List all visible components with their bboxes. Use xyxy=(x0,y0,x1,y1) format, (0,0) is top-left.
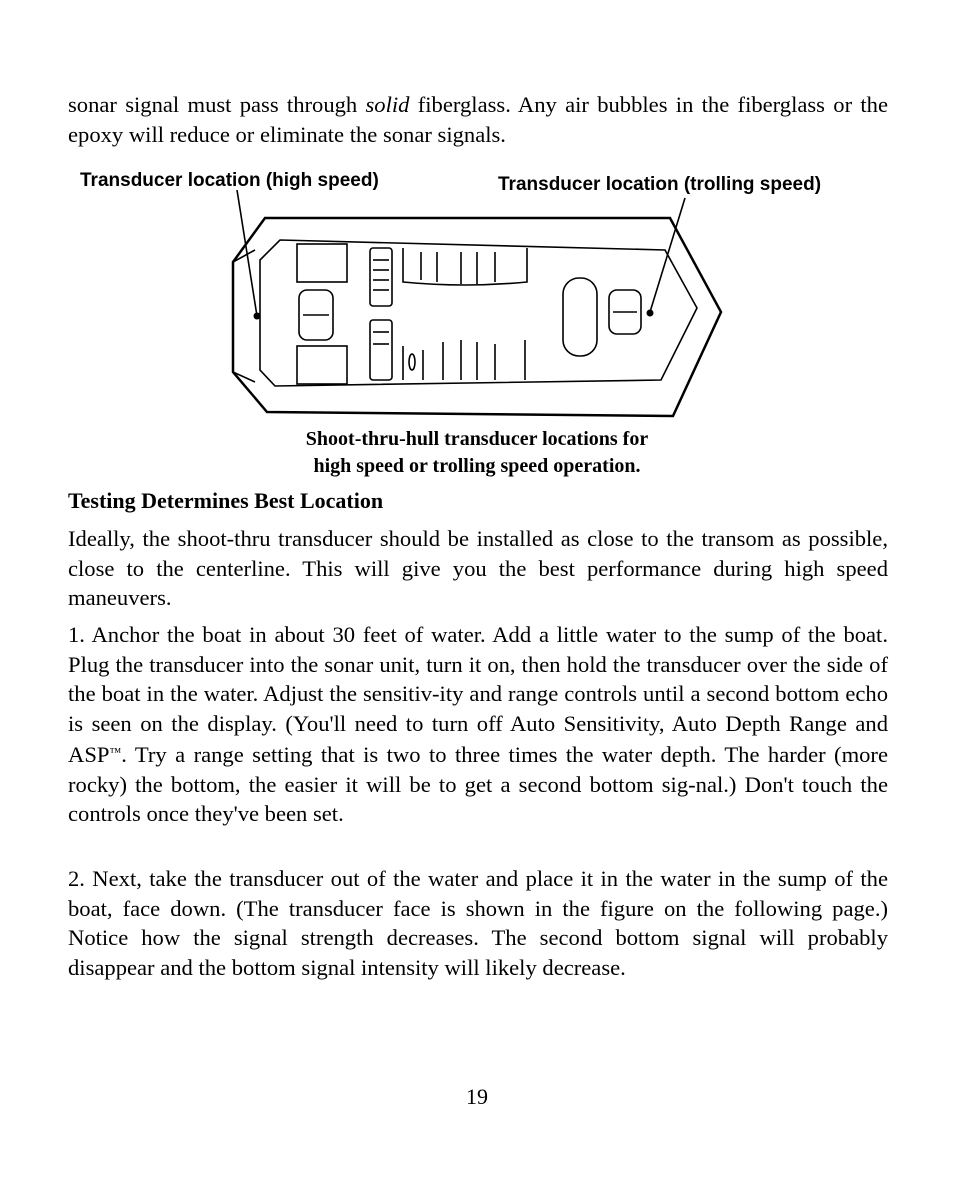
intro-text-end: fiberglass. Any air bubbles in the fiberglass or the epoxy will reduce or eliminate the sonar signals. xyxy=(68,92,888,147)
hull-inner xyxy=(260,240,697,386)
rear-seat-top xyxy=(297,244,347,282)
transom xyxy=(233,250,255,382)
figure-caption-line2: high speed or trolling speed operation. xyxy=(313,455,641,477)
paragraph-step-1 xyxy=(68,620,888,829)
label-high-speed: Transducer location (high speed) xyxy=(80,170,379,191)
middle-bench-top xyxy=(370,248,392,306)
section-heading: Testing Determines Best Location xyxy=(68,488,384,513)
step-1-text-end: . Try a range setting that is two to three times the water depth. The harder (more rocky) the bottom, the easier it will be to get a second bottom sig-nal.) Don't touch the controls once they've been set. xyxy=(68,742,888,826)
label-trolling-speed: Transducer location (trolling speed) xyxy=(498,174,822,195)
intro-italic-word: solid xyxy=(365,92,410,117)
intro-text-start: sonar signal must pass through xyxy=(68,92,366,117)
marker-trolling-speed xyxy=(647,310,654,317)
figure-caption-line1: Shoot-thru-hull transducer locations for xyxy=(305,428,649,450)
steering-wheel xyxy=(409,354,415,370)
page-number: 19 xyxy=(466,1084,488,1109)
boat-diagram xyxy=(225,190,725,420)
middle-bench-bottom xyxy=(370,320,392,380)
paragraph-step-2: 2. Next, take the transducer out of the water and place it in the water in the sump of the boat, face down. (The transducer face is shown in the figure on the following page.) Notice how the signal strength decreases. The second bottom signal will probably disappear and the bottom signal intensity will likely decrease. xyxy=(68,866,888,980)
trademark-symbol: ™ xyxy=(109,745,122,759)
intro-paragraph xyxy=(68,90,888,149)
step-1-text-start: 1. Anchor the boat in about 30 feet of water. Add a little water to the sump of the boat. Plug the transducer into the sonar unit, turn it on, then hold the transducer over the side of the boat in the water. Adjust the sensitiv-ity and range controls until a second bottom echo is seen on the display. (You'll need to turn off Auto Sensitivity, Auto Depth Range and ASP xyxy=(68,622,888,767)
rear-seat-bottom xyxy=(297,346,347,384)
livewell xyxy=(563,278,597,356)
pointer-line-trolling-speed xyxy=(650,198,685,312)
front-deck-bottom xyxy=(403,340,525,380)
paragraph-ideal-location: Ideally, the shoot-thru transducer should be installed as close to the transom as possible, close to the centerline. This will give you the best performance during high speed maneuvers. xyxy=(68,526,888,610)
marker-high-speed xyxy=(254,313,261,320)
